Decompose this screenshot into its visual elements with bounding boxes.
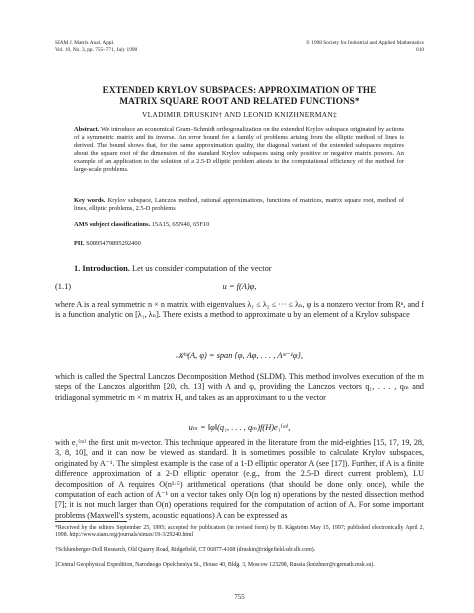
equation-number: (1.1) (55, 282, 72, 291)
footnote-received-text: *Received by the editors September 25, 1995; accepted for publication (in revised form) by B. Kågström May 15, 1997; published electronically April 2, 1998. (55, 525, 424, 539)
title-line-2: MATRIX SQUARE ROOT AND RELATED FUNCTIONS* (119, 96, 360, 106)
abstract-label: Abstract. (74, 126, 100, 133)
paper-authors: VLADIMIR DRUSKIN† AND LEONID KNIZHNERMAN‡ (141, 110, 337, 119)
keywords-label: Key words. (74, 197, 106, 204)
title-line-1: EXTENDED KRYLOV SUBSPACES: APPROXIMATION OF THE (102, 85, 377, 95)
pii-label: PII. (74, 240, 85, 247)
equation-body: 𝒦ᵐ(A, φ) = span {φ, Aφ, . . . , Aᵐ⁻¹φ}, (175, 351, 303, 360)
paragraph-2: which is called the Spectral Lanczos Decomposition Method (SLDM). This method involves execution of the m steps of the Lanczos algorithm [20, ch. 13] with A and φ, providing the Lanczos vectors q₁, . . . , qₘ and tridiagonal symmetric m × m matrix H, and takes as an approximant to u the vector (55, 372, 424, 402)
footnote-url: http://www.siam.org/journals/simax/19-3/29240.html (69, 532, 194, 539)
section-title: Introduction. (82, 264, 130, 273)
paragraph-3: with e₁⁽ᵐ⁾ the first unit m-vector. This technique appeared in the literature from the mid-eighties [15, 17, 19, 28, 3, 8, 10], and it can now be viewed as standard. It is sometimes possible to calculate Krylov subspaces, originated by A⁻¹. The simplest example is the case of a 1-D elliptic operator A (see [17]). Further, if A is a finite difference approximation of a 2-D elliptic operator (e.g., from the 2.5-D direct current problem), LU decomposition of A requires O(n¹·⁵) arithmetical operations (that should be done only once), while the computation of each action of A⁻¹ on a vector takes only O(n log n) operations by the nested dissection method [7]; it is not much larger than O(n) operations required for the computation of action of A. For some important problems (Maxwell's system, acoustic equations) A can be expressed as (55, 438, 424, 520)
pii (74, 240, 404, 247)
pii-text: S0895479895292400 (86, 240, 141, 247)
keywords (74, 197, 404, 213)
section-heading (74, 264, 414, 273)
article-code: 010 (416, 47, 424, 53)
section-lead: Let us consider computation of the vector (132, 264, 272, 273)
journal-volume: Vol. 19, No. 3, pp. 755–771, July 1998 (55, 47, 138, 53)
footnote-affiliation-1: †Schlumberger-Doll Research, Old Quarry Road, Ridgefield, CT 06877-4108 (druskin@ridgefield.sdr.slb.com). (55, 547, 316, 553)
footnote-received (55, 525, 424, 539)
ams-classifications (74, 221, 404, 228)
ams-label: AMS subject classifications. (74, 221, 151, 228)
abstract (74, 126, 404, 174)
equation-body: uₘ = ‖φ‖(q₁, . . . , qₘ)f(H)e₁⁽ᵐ⁾, (188, 423, 291, 432)
abstract-text: We introduce an economical Gram–Schmidt orthogonalization on the extended Krylov subspace originated by actions of a symmetric matrix and its inverse. An error bound for a family of problems arising from the elliptic method of lines is derived. The bound shows that, for the same approximation quality, the diagonal variant of the extended subspaces requires about the square root of the dimension of the standard Krylov subspaces using only positive or negative matrix powers. An example of an application to the solution of a 2.5-D elliptic problem attests to the computational efficiency of the method for large-scale problems. (74, 126, 405, 174)
ams-text: 15A15, 65N40, 65F10 (151, 221, 210, 228)
equation-body: u = f(A)φ, (222, 282, 257, 291)
paragraph-1: where A is a real symmetric n × n matrix with eigenvalues λ₁ ≤ λ₂ ≤ ··· ≤ λₙ, φ is a nonzero vector from Rⁿ, and f is a function analytic on [λ₁, λₙ]. There exists a method to approximate u by an element of a Krylov subspace (55, 300, 424, 320)
footnote-rule (55, 521, 127, 522)
copyright-line: © 1998 Society for Industrial and Applied Mathematics (305, 40, 424, 46)
copyright-block (306, 40, 424, 54)
journal-name: SIAM J. Matrix Anal. Appl. (55, 40, 115, 46)
footnote-affiliation-2: ‡Central Geophysical Expedition, Narodnogo Opolcheniya St., House 40, Bldg. 3, Moscow 123298, Russia (knizhner@cgemath.msk.su). (55, 562, 375, 568)
section-number: 1. (74, 264, 81, 273)
keywords-text: Krylov subspace, Lanczos method, rational approximations, functions of matrices, matrix square root, method of lines, elliptic problems, 2.5-D problems (74, 197, 404, 213)
journal-citation (55, 40, 137, 54)
paper-title (55, 85, 424, 107)
page-number: 755 (234, 594, 245, 601)
